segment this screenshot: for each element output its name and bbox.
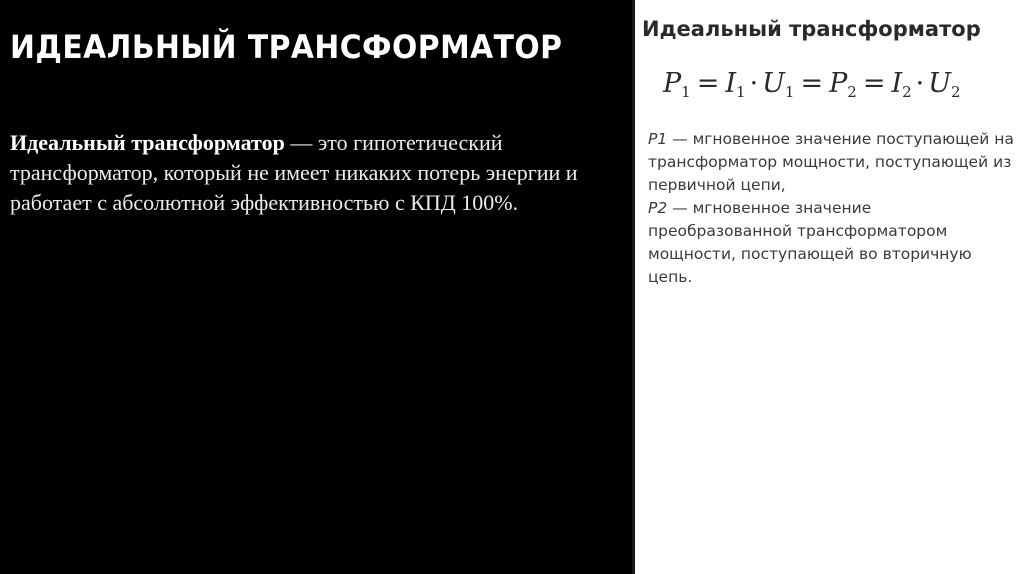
formula-description [648, 128, 1018, 289]
formula-equals-3: = [862, 68, 886, 99]
formula-equals-1: = [696, 68, 720, 99]
formula-image-panel [635, 0, 1024, 574]
slide-title: ИДЕАЛЬНЫЙ ТРАНСФОРМАТОР [10, 28, 563, 66]
formula-u2-sub: 2 [951, 83, 961, 101]
formula-u1-sub: 1 [784, 83, 795, 101]
formula-i1-sub: 1 [736, 83, 746, 101]
panel-title: Идеальный трансформатор [642, 17, 981, 41]
formula-dot-1: · [749, 68, 759, 99]
p1-label: P1 [648, 130, 668, 148]
formula-u1: U [762, 68, 785, 99]
p2-description: — мгновенное значение преобразованной трансформатором мощности, поступающей во вторичную цепь. [648, 199, 972, 286]
p2-label: P2 [648, 199, 668, 217]
definition-term: Идеальный трансформатор [10, 130, 285, 155]
p1-description: — мгновенное значение поступающей на трансформатор мощности, поступающей из первичной цепи, [648, 130, 1014, 194]
formula-equals-2: = [800, 68, 824, 99]
formula-p2-sub: 2 [847, 83, 857, 101]
formula-i1: I [725, 68, 737, 99]
formula-dot-2: · [915, 68, 925, 99]
definition-paragraph [10, 128, 590, 218]
formula-i2-sub: 2 [902, 83, 912, 101]
formula-u2: U [928, 68, 952, 99]
formula-p1-sub: 1 [681, 83, 691, 101]
formula-i2: I [891, 68, 903, 99]
formula-p1: P [663, 68, 682, 99]
power-formula [663, 68, 961, 101]
formula-p2: P [829, 68, 848, 99]
definition-text: — это гипотетический трансформатор, который не имеет никаких потерь энергии и работает с абсолютной эффективностью с КПД 100%. [10, 130, 578, 215]
